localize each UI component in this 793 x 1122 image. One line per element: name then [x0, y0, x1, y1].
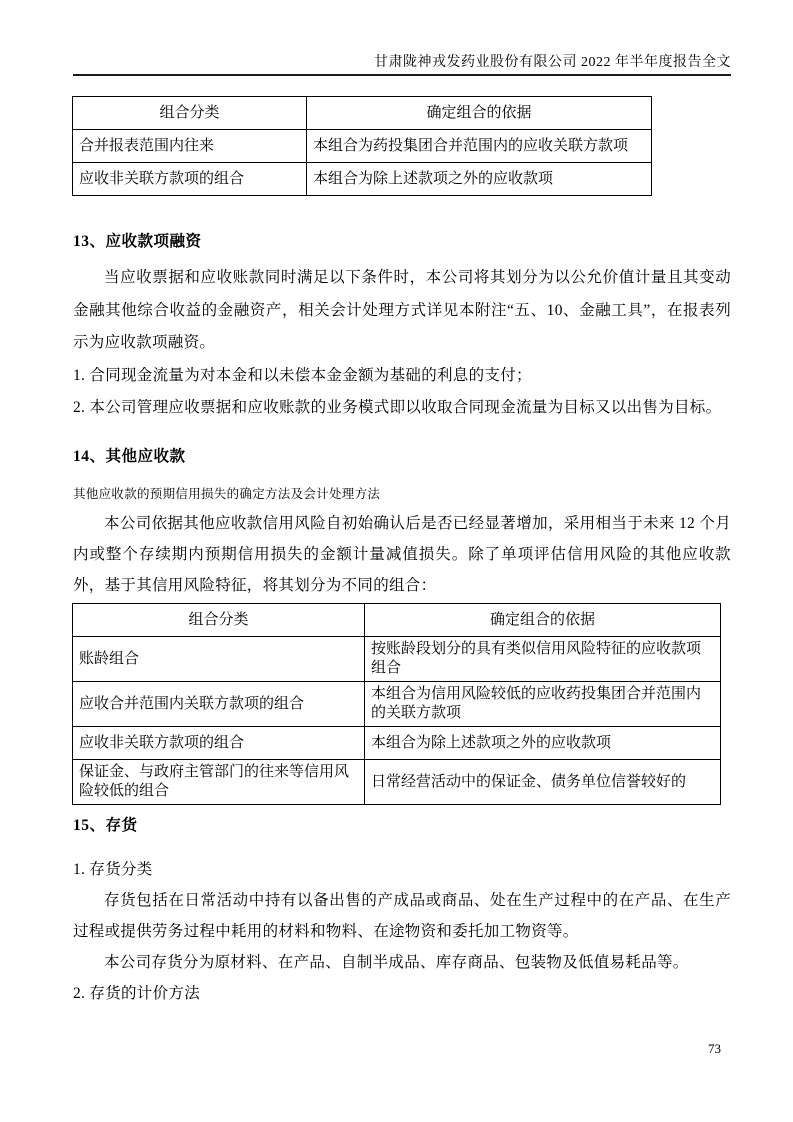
section-14-paragraph: 本公司依据其他应收款信用风险自初始确认后是否已经显著增加，采用相当于未来 12 个月内或整个存续期内预期信用损失的金额计量减值损失。除了单项评估信用风险的其他应收款外，基于其信用风险特征，将其划分为不同的组合： — [73, 515, 731, 594]
receivable-groups-table — [72, 96, 652, 196]
running-header-title: 甘肃陇神戎发药业股份有限公司 2022 年半年度报告全文 — [374, 55, 731, 70]
table-cell: 本组合为除上述款项之外的应收款项 — [365, 727, 721, 760]
section-15-item-1: 1. 存货分类 — [73, 861, 153, 878]
section-13-item-1: 1. 合同现金流量为对本金和以未偿本金金额为基础的利息的支付； — [73, 366, 532, 384]
table-cell: 本组合为药投集团合并范围内的应收关联方款项 — [307, 130, 652, 163]
table-cell: 应收合并范围内关联方款项的组合 — [73, 682, 365, 727]
table-header-row — [73, 604, 721, 637]
section-14-body — [73, 508, 731, 601]
table-cell: 本组合为除上述款项之外的应收款项 — [307, 163, 652, 196]
table-cell: 应收非关联方款项的组合 — [73, 727, 365, 760]
table-cell: 应收非关联方款项的组合 — [73, 163, 307, 196]
section-14-heading: 14、其他应收款 — [73, 448, 186, 465]
table-cell: 保证金、与政府主管部门的往来等信用风险较低的组合 — [73, 760, 365, 805]
section-15-paragraph-1: 存货包括在日常活动中持有以备出售的产成品或商品、处在生产过程中的在产品、在生产过程或提供劳务过程中耗用的材料和物料、在途物资和委托加工物资等。 — [73, 892, 731, 940]
section-13-paragraph: 当应收票据和应收账款同时满足以下条件时，本公司将其划分为以公允价值计量且其变动金融其他综合收益的金融资产，相关会计处理方式详见本附注“五、10、金融工具”，在报表列示为应收款项融资。 — [73, 269, 731, 351]
section-15-heading: 15、存货 — [73, 817, 138, 834]
section-15-paragraph-2: 本公司存货分为原材料、在产品、自制半成品、库存商品、包装物及低值易耗品等。 — [104, 954, 689, 971]
column-header: 确定组合的依据 — [307, 97, 652, 130]
other-receivable-groups-table — [72, 603, 721, 805]
table-header-row — [73, 97, 652, 130]
header-rule — [73, 74, 731, 76]
table-cell: 本组合为信用风险较低的应收药投集团合并范围内的关联方款项 — [365, 682, 721, 727]
table-row — [73, 130, 652, 163]
section-13-heading: 13、应收款项融资 — [73, 233, 202, 250]
table-cell: 日常经营活动中的保证金、债务单位信誉较好的 — [365, 760, 721, 805]
table-cell: 按账龄段划分的具有类似信用风险特征的应收款项组合 — [365, 637, 721, 682]
table-row — [73, 682, 721, 727]
column-header: 组合分类 — [73, 97, 307, 130]
section-15-body — [73, 854, 731, 1009]
column-header: 组合分类 — [73, 604, 365, 637]
page-number: 73 — [708, 1041, 721, 1056]
table-row — [73, 637, 721, 682]
section-14-subheading: 其他应收款的预期信用损失的确定方法及会计处理方法 — [73, 487, 381, 501]
table-cell: 合并报表范围内往来 — [73, 130, 307, 163]
table-row — [73, 727, 721, 760]
table-row — [73, 760, 721, 805]
table-row — [73, 163, 652, 196]
column-header: 确定组合的依据 — [365, 604, 721, 637]
section-13-body — [73, 262, 731, 425]
section-15-item-2: 2. 存货的计价方法 — [73, 985, 201, 1002]
table-cell: 账龄组合 — [73, 637, 365, 682]
section-13-item-2: 2. 本公司管理应收票据和应收账款的业务模式即以收取合同现金流量为目标又以出售为目标。 — [73, 399, 722, 416]
